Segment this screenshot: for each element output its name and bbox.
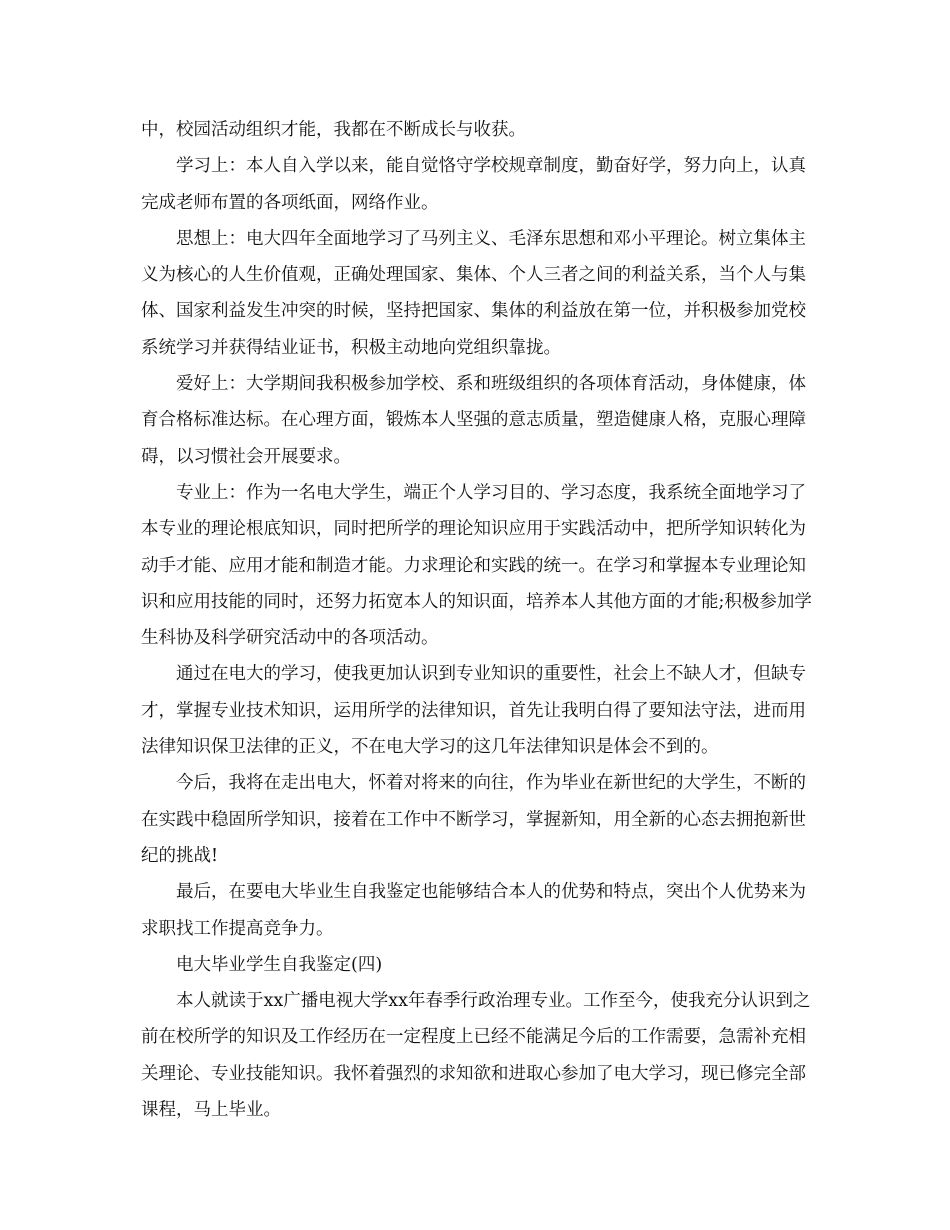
paragraph-conclusion: 最后，在要电大毕业生自我鉴定也能够结合本人的优势和特点，突出个人优势来为求职找工作提高竞争力。: [141, 882, 806, 939]
paragraph-learning-reflection: 通过在电大的学习，使我更加认识到专业知识的重要性，社会上不缺人才，但缺专才，掌握专业技术知识，运用所学的法律知识，首先让我明白得了要知法守法，进而用法律知识保卫法律的正义，不在电大学习的这几年法律知识是体会不到的。: [141, 664, 806, 758]
paragraph-study: 学习上：本人自入学以来，能自觉恪守学校规章制度，勤奋好学，努力向上，认真完成老师布置的各项纸面，网络作业。: [141, 156, 806, 213]
paragraph-hobbies: 爱好上：大学期间我积极参加学校、系和班级组织的各项体育活动，身体健康，体育合格标准达标。在心理方面，锻炼本人坚强的意志质量，塑造健康人格，克服心理障碍，以习惯社会开展要求。: [141, 374, 806, 467]
paragraph-ideology: 思想上：电大四年全面地学习了马列主义、毛泽东思想和邓小平理论。树立集体主义为核心的人生价值观，正确处理国家、集体、个人三者之间的利益关系，当个人与集体、国家利益发生冲突的时候，坚持把国家、集体的利益放在第一位，并积极参加党校系统学习并获得结业证书，积极主动地向党组织靠拢。: [141, 228, 806, 358]
document-body: [141, 112, 821, 1128]
section-heading: 电大毕业学生自我鉴定(四): [176, 954, 383, 975]
paragraph-enrollment: 本人就读于xx广播电视大学xx年春季行政治理专业。工作至今，使我充分认识到之前在校所学的知识及工作经历在一定程度上已经不能满足今后的工作需要，急需补充相关理论、专业技能知识。我怀着强烈的求知欲和进取心参加了电大学习，现已修完全部课程，马上毕业。: [141, 991, 811, 1121]
paragraph-future: 今后，我将在走出电大，怀着对将来的向往，作为毕业在新世纪的大学生，不断的在实践中稳固所学知识，接着在工作中不断学习，掌握新知，用全新的心态去拥抱新世纪的挑战!: [141, 773, 806, 866]
paragraph-continuation: 中，校园活动组织才能，我都在不断成长与收获。: [141, 120, 526, 140]
paragraph-major: 专业上：作为一名电大学生，端正个人学习目的、学习态度，我系统全面地学习了本专业的理论根底知识，同时把所学的理论知识应用于实践活动中，把所学知识转化为动手才能、应用才能和制造才能。力求理论和实践的统一。在学习和掌握本专业理论知识和应用技能的同时，还努力拓宽本人的知识面，培养本人其他方面的才能;积极参加学生科协及科学研究活动中的各项活动。: [141, 482, 812, 649]
